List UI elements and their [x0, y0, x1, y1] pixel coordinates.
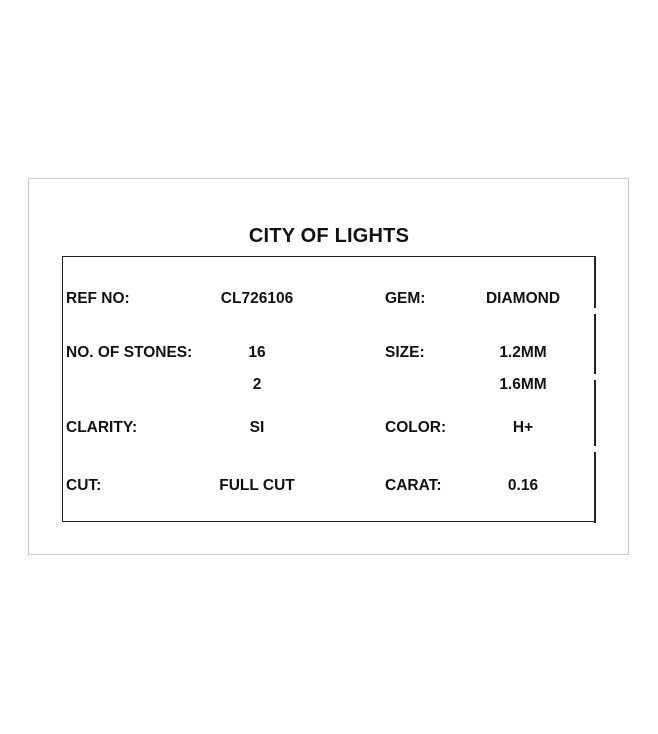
table-right-border — [594, 380, 596, 446]
stones-value: 16 — [248, 344, 266, 361]
cut-label: CUT: — [66, 477, 102, 494]
color-value: H+ — [512, 419, 534, 436]
size-label: SIZE: — [385, 344, 425, 361]
gem-value: DIAMOND — [485, 290, 561, 307]
size-value: 1.2MM — [499, 344, 547, 361]
cut-value: FULL CUT — [219, 477, 295, 494]
table-right-border — [594, 256, 596, 308]
carat-label: CARAT: — [385, 477, 442, 494]
table-right-border — [594, 452, 596, 523]
carat-value: 0.16 — [507, 477, 539, 494]
color-label: COLOR: — [385, 419, 447, 436]
card-title: CITY OF LIGHTS — [248, 225, 410, 247]
ref-no-label: REF NO: — [66, 290, 130, 307]
clarity-value: SI — [249, 419, 265, 436]
gem-label: GEM: — [385, 290, 426, 307]
stones-label: NO. OF STONES: — [66, 344, 193, 361]
table-right-border — [594, 314, 596, 374]
stones-value-2: 2 — [252, 376, 262, 393]
clarity-label: CLARITY: — [66, 419, 138, 436]
size-value-2: 1.6MM — [499, 376, 547, 393]
ref-no-value: CL726106 — [220, 290, 294, 307]
